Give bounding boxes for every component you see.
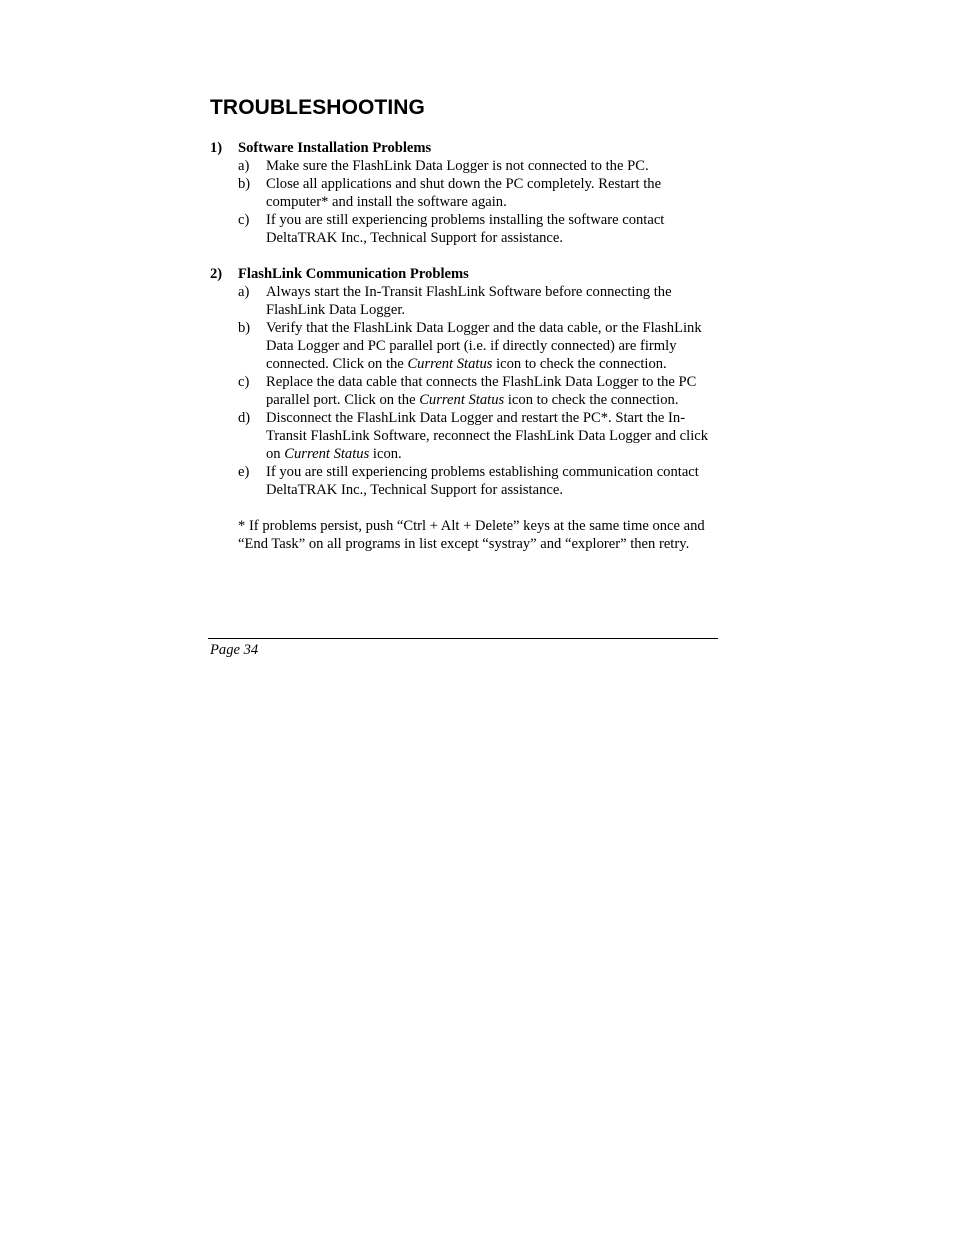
- item-list: [210, 157, 718, 247]
- list-item: [210, 283, 718, 319]
- page-number: Page 34: [210, 642, 259, 658]
- list-item: [210, 373, 718, 409]
- item-text: [266, 211, 718, 247]
- item-letter: a): [238, 158, 250, 174]
- list-item: [210, 409, 718, 463]
- item-text: [266, 463, 718, 499]
- item-text: [266, 409, 718, 463]
- item-text-part: Disconnect the FlashLink Data Logger and restart the PC*. Start the In-Transit FlashLink Software, reconnect the FlashLink Data Logger and click on: [266, 410, 709, 462]
- footnote: * If problems persist, push “Ctrl + Alt + Delete” keys at the same time once and “End Task” on all programs in list except “systray” and “explorer” then retry.: [238, 518, 705, 552]
- section-software-installation: [210, 139, 718, 247]
- section-title: Software Installation Problems: [238, 140, 432, 156]
- list-item: [210, 175, 718, 211]
- item-text-part: Verify that the FlashLink Data Logger and the data cable, or the FlashLink Data Logger and PC parallel port (i.e. if directly connected) are firmly connected. Click on the: [266, 320, 702, 372]
- item-text: [266, 175, 718, 211]
- item-text-part: icon to check the connection.: [492, 356, 667, 372]
- section-title: FlashLink Communication Problems: [238, 266, 469, 282]
- page-title: TROUBLESHOOTING: [210, 96, 425, 119]
- current-status-emphasis: Current Status: [284, 446, 370, 462]
- item-letter: c): [238, 212, 250, 228]
- item-list: [210, 283, 718, 499]
- current-status-emphasis: Current Status: [407, 356, 493, 372]
- item-text-part: Replace the data cable that connects the FlashLink Data Logger to the PC parallel port. Click on the: [266, 374, 697, 408]
- item-letter: e): [238, 464, 250, 480]
- list-item: [210, 157, 718, 175]
- section-flashlink-communication: [210, 265, 718, 499]
- section-number: 1): [210, 140, 223, 156]
- item-text-part: icon.: [369, 446, 402, 462]
- item-letter: b): [238, 320, 251, 336]
- item-text: [266, 157, 718, 175]
- list-item: [210, 463, 718, 499]
- item-text-part: If you are still experiencing problems establishing communication contact DeltaTRAK Inc., Technical Support for assistance.: [266, 464, 699, 498]
- item-text: [266, 373, 718, 409]
- item-text-part: icon to check the connection.: [504, 392, 679, 408]
- item-letter: c): [238, 374, 250, 390]
- item-text: [266, 319, 718, 373]
- list-item: [210, 211, 718, 247]
- item-letter: d): [238, 410, 251, 426]
- section-heading: [210, 265, 718, 283]
- item-letter: a): [238, 284, 250, 300]
- page-footer: [208, 638, 718, 659]
- item-text: [266, 283, 718, 319]
- document-page: [210, 94, 718, 553]
- item-letter: b): [238, 176, 251, 192]
- item-text-part: Make sure the FlashLink Data Logger is not connected to the PC.: [266, 158, 649, 174]
- item-text-part: If you are still experiencing problems installing the software contact DeltaTRAK Inc., Technical Support for assistance.: [266, 212, 665, 246]
- section-number: 2): [210, 266, 223, 282]
- item-text-part: Close all applications and shut down the PC completely. Restart the computer* and install the software again.: [266, 176, 662, 210]
- item-text-part: Always start the In-Transit FlashLink Software before connecting the FlashLink Data Logger.: [266, 284, 672, 318]
- current-status-emphasis: Current Status: [419, 392, 505, 408]
- list-item: [210, 319, 718, 373]
- section-heading: [210, 139, 718, 157]
